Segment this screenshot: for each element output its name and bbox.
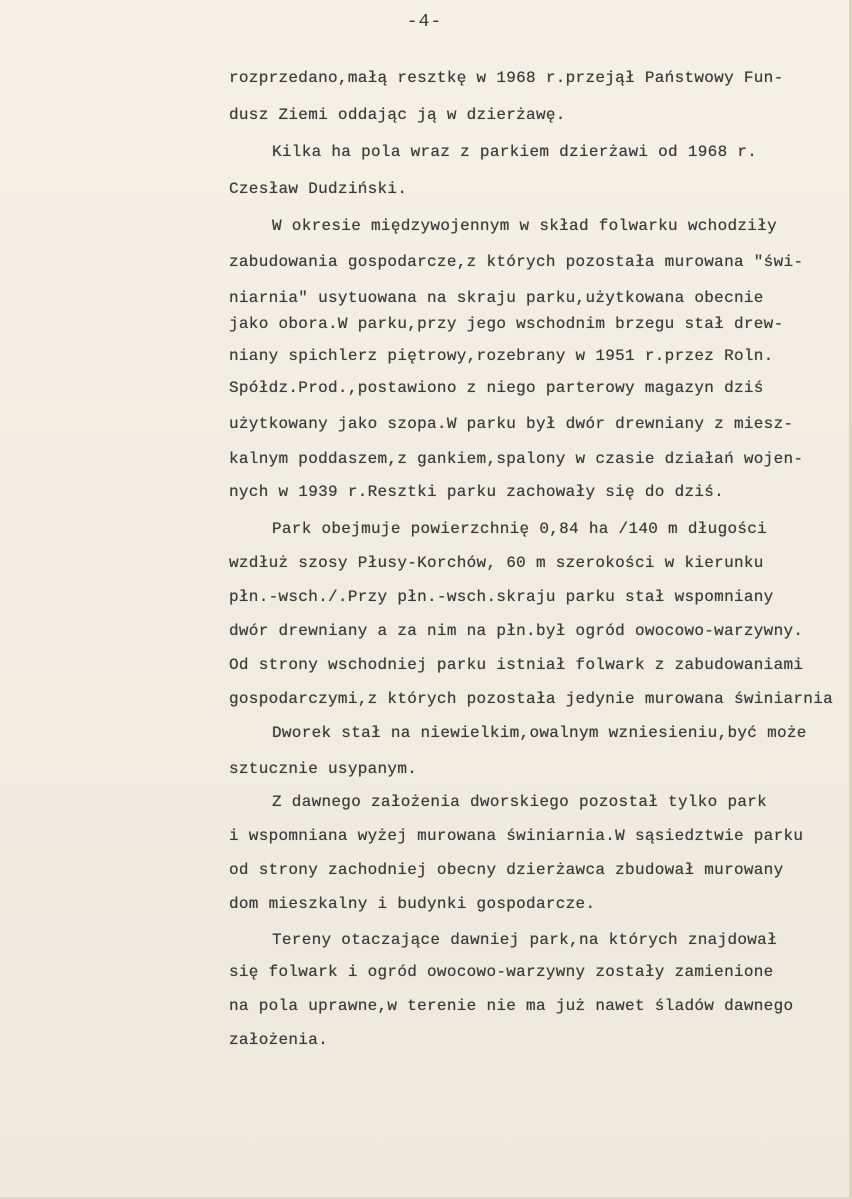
text-line: kalnym poddaszem,z gankiem,spalony w czasie działań wojen- <box>229 450 804 468</box>
text-line: i wspomniana wyżej murowana świniarnia.W sąsiedztwie parku <box>229 827 804 845</box>
text-line: na pola uprawne,w terenie nie ma już nawet śladów dawnego <box>229 997 794 1015</box>
text-line: Od strony wschodniej parku istniał folwark z zabudowaniami <box>229 656 804 674</box>
text-line: W okresie międzywojennym w skład folwarku wchodziły <box>272 217 777 235</box>
text-line: niany spichlerz piętrowy,rozebrany w 1951 r.przez Roln. <box>229 347 774 365</box>
text-line: się folwark i ogród owocowo-warzywny zostały zamienione <box>229 963 774 981</box>
text-line: założenia. <box>229 1031 329 1049</box>
text-line: Kilka ha pola wraz z parkiem dzierżawi od 1968 r. <box>272 143 758 161</box>
text-line: Czesław Dudziński. <box>229 180 408 198</box>
text-line: od strony zachodniej obecny dzierżawca zbudował murowany <box>229 861 784 879</box>
text-line: sztucznie usypanym. <box>229 760 418 778</box>
text-line: Park obejmuje powierzchnię 0,84 ha /140 m długości <box>272 520 768 538</box>
text-line: Tereny otaczające dawniej park,na których znajdował <box>272 931 777 949</box>
text-line: Z dawnego założenia dworskiego pozostał tylko park <box>272 793 768 811</box>
text-line: niarnia" usytuowana na skraju parku,użytkowana obecnie <box>229 289 764 307</box>
text-line: gospodarczymi,z których pozostała jedynie murowana świniarnia <box>229 690 833 708</box>
text-line: dwór drewniany a za nim na płn.był ogród owocowo-warzywny. <box>229 622 804 640</box>
text-line: wzdłuż szosy Płusy-Korchów, 60 m szerokości w kierunku <box>229 554 764 572</box>
text-line: użytkowany jako szopa.W parku był dwór drewniany z miesz- <box>229 415 794 433</box>
text-line: jako obora.W parku,przy jego wschodnim brzegu stał drew- <box>229 315 784 333</box>
text-line: nych w 1939 r.Resztki parku zachowały się do dziś. <box>229 483 725 501</box>
text-line: Spółdz.Prod.,postawiono z niego parterowy magazyn dziś <box>229 379 764 397</box>
text-line: zabudowania gospodarcze,z których pozostała murowana "świ- <box>229 253 804 271</box>
text-line: Dworek stał na niewielkim,owalnym wzniesieniu,być może <box>272 724 807 742</box>
text-line: płn.-wsch./.Przy płn.-wsch.skraju parku stał wspomniany <box>229 588 774 606</box>
text-line: rozprzedano,małą resztkę w 1968 r.przejął Państwowy Fun- <box>229 69 784 87</box>
text-line: dom mieszkalny i budynki gospodarcze. <box>229 895 596 913</box>
page-number: -4- <box>406 12 443 32</box>
text-line: dusz Ziemi oddając ją w dzierżawę. <box>229 106 566 124</box>
